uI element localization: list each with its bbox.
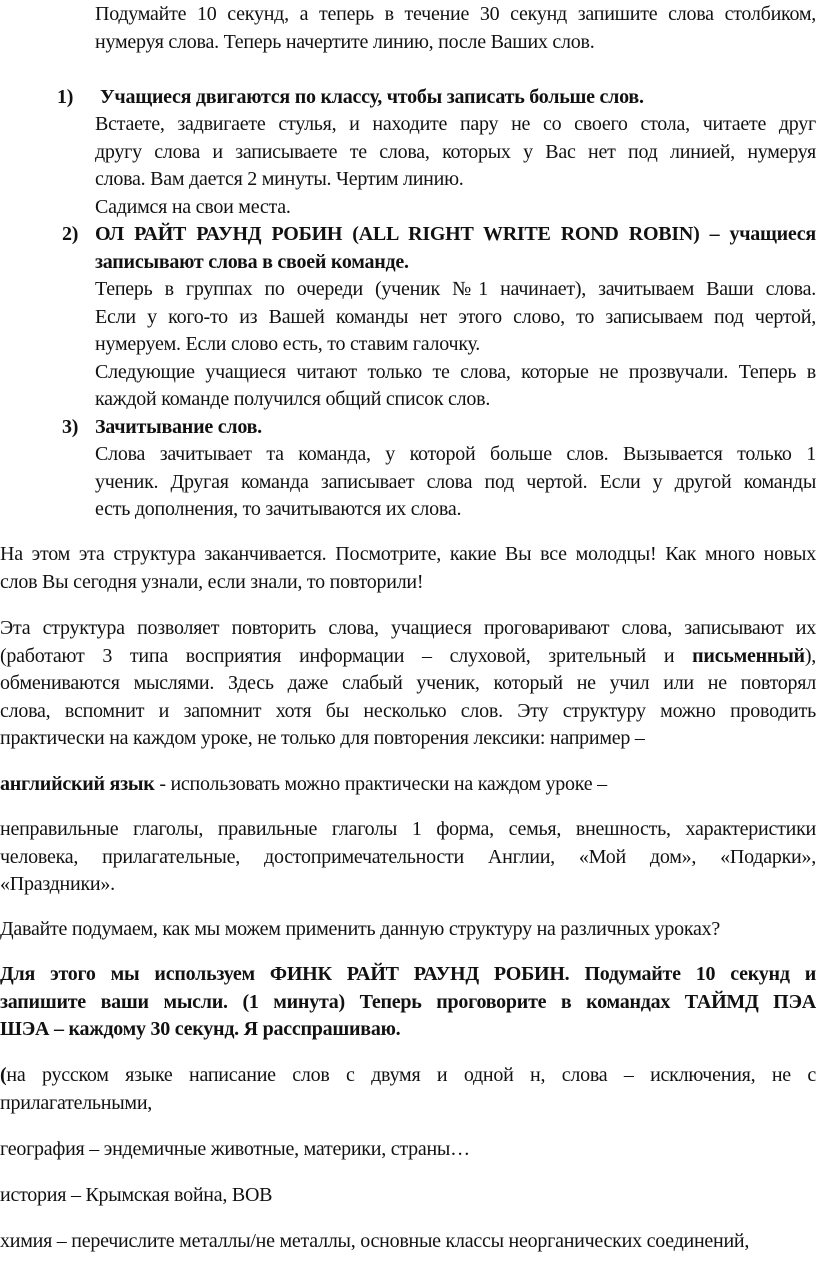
numbered-heading	[57, 84, 816, 112]
text-line	[0, 989, 816, 1017]
list-number: 3)	[62, 415, 79, 438]
text: Если у кого-то из Вашей команды нет этого слово, то записываем под чертой,	[95, 305, 816, 328]
text: прилагательными,	[0, 1091, 153, 1114]
text-line	[0, 643, 816, 671]
text: есть дополнения, то зачитываются их слова.	[95, 498, 462, 520]
text-line	[0, 1090, 816, 1118]
numbered-heading	[62, 221, 816, 276]
text-line	[95, 139, 816, 167]
paragraph	[0, 916, 816, 944]
text-line	[0, 771, 816, 799]
text: Слова зачитывает та команда, у которой больше слов. Вызывается только 1	[95, 443, 816, 465]
paragraph	[0, 541, 816, 596]
text: неправильные глаголы, правильные глаголы 1 форма, семья, внешность, характеристики	[0, 818, 816, 840]
bold-text: запишите ваши мысли. (1 минута) Теперь проговорите в командах ТАЙМД ПЭА	[0, 990, 816, 1013]
text: на русском языке написание слов с двумя и одной н, слова – исключения, не с	[6, 1064, 816, 1086]
bold-text: Учащиеся двигаются по классу, чтобы записать больше слов.	[100, 85, 644, 108]
text-line	[95, 111, 816, 139]
text: слова, вспомнит и запомнит хотя бы несколько слов. Эту структуру можно проводить	[0, 699, 816, 722]
text: география – эндемичные животные, материки, страны…	[0, 1137, 470, 1160]
paragraph	[95, 441, 816, 524]
paragraph	[95, 276, 816, 359]
paragraph	[0, 816, 816, 899]
paragraph	[0, 615, 816, 753]
text-line	[95, 331, 816, 359]
text-line	[95, 29, 816, 57]
text: другу слова и записываете те слова, которых у Вас нет под линией, нумеруя	[95, 140, 816, 163]
list-number: 2)	[62, 223, 79, 245]
text: слова. Вам дается 2 минуты. Чертим линию.	[95, 168, 464, 190]
bold-text: (	[0, 1064, 7, 1086]
paragraph	[95, 1, 816, 56]
text-line	[95, 304, 816, 332]
text-line	[95, 249, 816, 277]
text: На этом эта структура заканчивается. Посмотрите, какие Вы все молодцы! Как много новых	[0, 543, 816, 565]
paragraph	[0, 961, 816, 1044]
text: практически на каждом уроке, не только для повторения лексики: например –	[0, 727, 645, 749]
text: Эта структура позволяет повторить слова, учащиеся проговаривают слова, записывают их	[0, 617, 816, 639]
text-line	[0, 725, 816, 753]
list-number: 1)	[57, 85, 74, 108]
bold-text: английский язык	[0, 773, 155, 795]
text: каждой команде получился общий список слов.	[95, 388, 491, 410]
text: человека, прилагательные, достопримечательности Англии, «Мой дом», «Подарки»,	[0, 845, 816, 868]
text-line	[95, 469, 816, 497]
text-line	[95, 1, 816, 29]
text-line	[0, 1016, 816, 1044]
text: (работают 3 типа восприятия информации – слуховой, зрительный и	[0, 644, 693, 667]
paragraph	[0, 1136, 816, 1164]
text-line	[0, 844, 816, 872]
text: Давайте подумаем, как мы можем применить данную структуру на различных уроках?	[0, 918, 720, 940]
paragraph	[0, 771, 816, 799]
text-line	[95, 386, 816, 414]
text: Теперь в группах по очереди (ученик №1 начинает), зачитываем Ваши слова.	[95, 278, 816, 300]
text: слов Вы сегодня узнали, если знали, то повторили!	[0, 570, 424, 593]
bold-text: записывают слова в своей команде.	[95, 250, 409, 273]
text: Встаете, задвигаете стулья, и находите пару не со своего стола, читаете друг	[95, 113, 816, 135]
text-line	[95, 166, 816, 194]
bold-text: Зачитывание слов.	[95, 415, 262, 438]
text: Садимся на свои места.	[95, 195, 291, 218]
text-line	[0, 871, 816, 899]
bold-text: письменный	[692, 644, 805, 667]
text: ученик. Другая команда записывает слова под чертой. Если у другой команды	[95, 470, 816, 493]
text: Подумайте 10 секунд, а теперь в течение 30 секунд запишите слова столбиком,	[95, 3, 816, 25]
text: обмениваются мыслями. Здесь даже слабый ученик, который не учил или не повторял	[0, 672, 816, 694]
bold-text: Для этого мы используем ФИНК РАЙТ РАУНД РОБИН. Подумайте 10 секунд и	[0, 963, 816, 985]
text: история – Крымская война, ВОВ	[0, 1183, 273, 1206]
text-line	[95, 441, 816, 469]
bold-text: ШЭА – каждому 30 секунд. Я расспрашиваю.	[0, 1018, 401, 1040]
numbered-heading	[62, 414, 816, 442]
text-line	[0, 698, 816, 726]
text-line	[0, 615, 816, 643]
text: химия – перечислите металлы/не металлы, основные классы неорганических соединений,	[0, 1229, 750, 1252]
text-line	[0, 916, 816, 944]
text: ),	[804, 644, 816, 667]
text-line	[95, 221, 816, 249]
text-line	[95, 359, 816, 387]
paragraph	[0, 1062, 816, 1117]
text-line	[0, 961, 816, 989]
paragraph	[95, 194, 816, 222]
text: «Праздники».	[0, 873, 115, 895]
text-line	[95, 276, 816, 304]
text-line	[0, 670, 816, 698]
text: Следующие учащиеся читают только те слова, которые не прозвучали. Теперь в	[95, 360, 816, 383]
text-line	[0, 1136, 816, 1164]
paragraph	[0, 1228, 816, 1256]
text-line	[100, 84, 816, 112]
text-line	[0, 816, 816, 844]
paragraph	[0, 1182, 816, 1210]
text-line	[0, 1182, 816, 1210]
paragraph	[95, 359, 816, 414]
text-line	[95, 414, 816, 442]
text-line	[0, 1228, 816, 1256]
text-line	[95, 194, 816, 222]
text: нумеруя слова. Теперь начертите линию, после Ваших слов.	[95, 30, 595, 53]
text-line	[0, 541, 816, 569]
text-line	[0, 1062, 816, 1090]
text-line	[0, 569, 816, 597]
bold-text: ОЛ РАЙТ РАУНД РОБИН (ALL RIGHT WRITE ROND ROBIN) – учащиеся	[95, 223, 816, 245]
paragraph	[95, 111, 816, 194]
text-line	[95, 496, 816, 524]
text: нумеруем. Если слово есть, то ставим галочку.	[95, 333, 481, 355]
text: - использовать можно практически на каждом уроке –	[154, 773, 607, 795]
